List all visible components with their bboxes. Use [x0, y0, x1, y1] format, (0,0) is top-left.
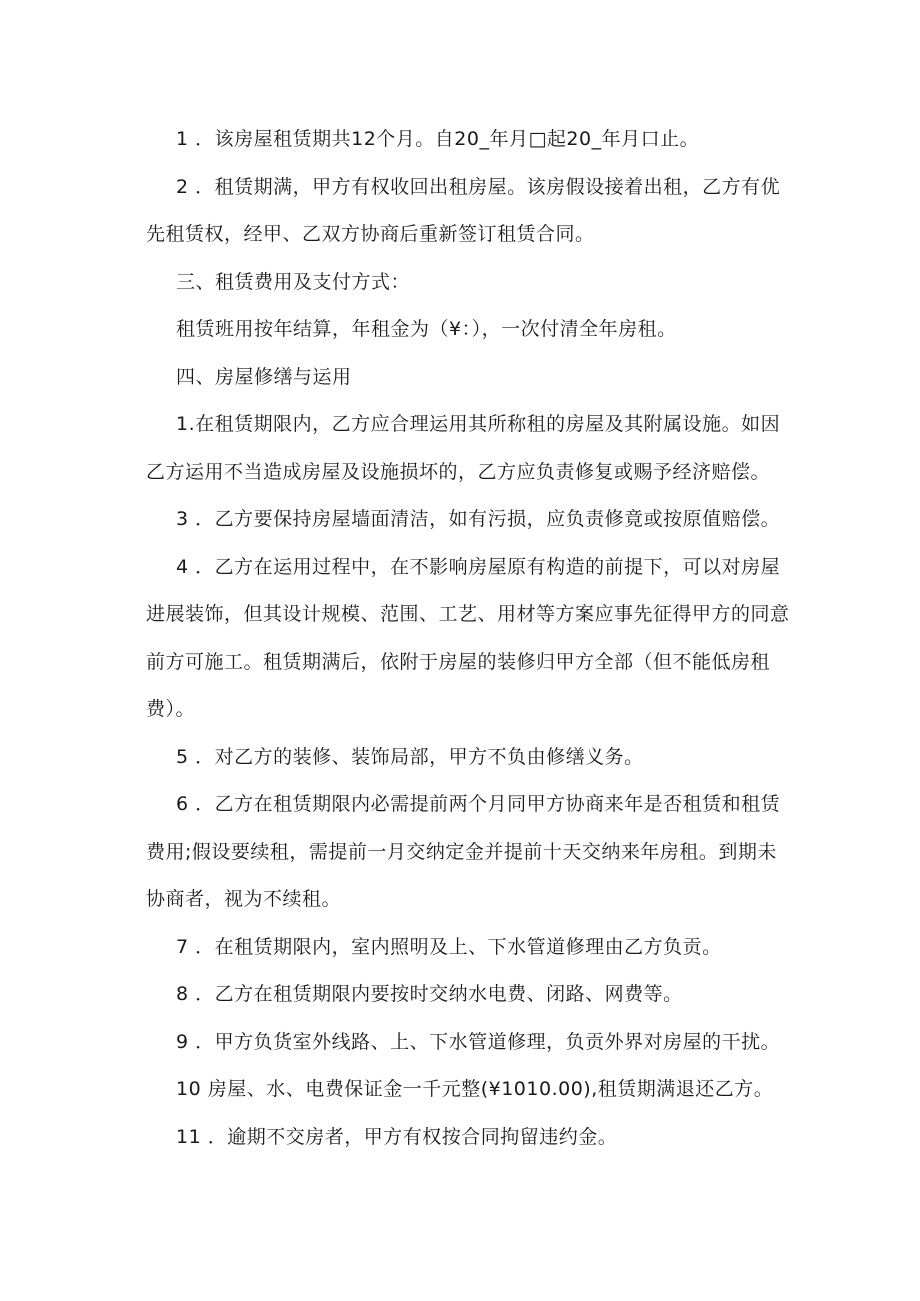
paragraph-decoration: 4 ．乙方在运用过程中，在不影响房屋原有构造的前提下，可以对房屋进展装饰，但其设计规模、范围、工艺、用材等方案应事先征得甲方的同意前方可施工。租赁期满后，依附于房屋的装修归甲方全部（但不能低房租费）。: [146, 555, 790, 720]
paragraph-indoor-repair: 7 ．在租赁期限内，室内照明及上、下水管道修理由乙方负贡。: [176, 935, 722, 958]
paragraph-renewal: 6 ．乙方在租赁期限内必需提前两个月同甲方协商来年是否租赁和租赁费用;假设要续租，需提前一月交纳定金并提前十天交纳来年房租。到期未协商者，视为不续租。: [146, 793, 781, 910]
paragraph-lease-term: 1 ．该房屋租赁期共12个月。自20_年月□起20_年月口止。: [176, 128, 700, 150]
paragraph-deposit: 10 房屋、水、电费保证金一千元整(¥1010.00),租赁期满退还乙方。: [176, 1078, 774, 1100]
paragraph-overdue: 11 ．逾期不交房者，甲方有权按合同拘留违约金。: [176, 1125, 618, 1148]
paragraph-no-repair-duty: 5 ．对乙方的装修、装饰局部，甲方不负由修缮义务。: [176, 745, 644, 768]
paragraph-annual-rent: 租赁班用按年结算，年租金为（¥：），一次付清全年房租。: [176, 318, 677, 340]
paragraph-utility-fees: 8 ．乙方在租赁期限内要按时交纳水电费、闭路、网费等。: [176, 983, 683, 1005]
paragraph-outdoor-repair: 9 ．甲方负货室外线路、上、下水管道修理，负贡外界对房屋的干扰。: [176, 1030, 781, 1053]
heading-fees-payment: 三、租赁费用及支付方式：: [176, 270, 411, 293]
paragraph-lease-expiry: 2 ．租赁期满，甲方有权收回出租房屋。该房假设接着出租，乙方有优先租赁权，经甲、乙双方协商后重新签订租赁合同。: [146, 175, 781, 245]
paragraph-reasonable-use: 1.在租赁期限内，乙方应合理运用其所称租的房屋及其附属设施。如因乙方运用不当造成房屋及设施损坏的，乙方应负责修复或赐予经济赔偿。: [146, 413, 781, 483]
heading-repair-use: 四、房屋修缮与运用: [176, 365, 352, 388]
document-body: [146, 116, 796, 1161]
paragraph-wall-clean: 3 ．乙方要保持房屋墙面清洁，如有污损，应负责修竟或按原值赔偿。: [176, 508, 781, 530]
